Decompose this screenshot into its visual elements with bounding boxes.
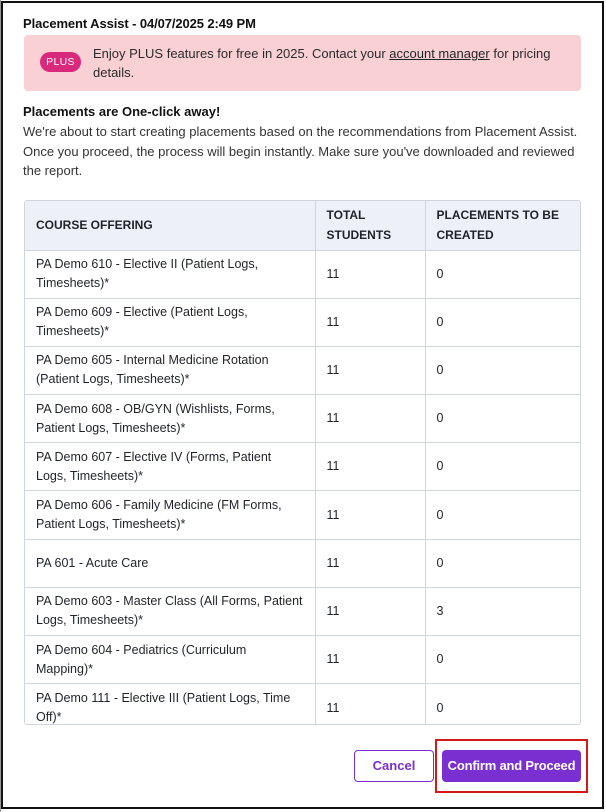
table-row (25, 443, 581, 491)
table-row (25, 539, 581, 587)
placements-cell: 0 (425, 250, 581, 298)
total-students-cell: 11 (315, 250, 425, 298)
table-row (25, 250, 581, 298)
dialog-title: Placement Assist - 04/07/2025 2:49 PM (23, 16, 256, 31)
placements-cell: 0 (425, 346, 581, 394)
course-cell: PA Demo 603 - Master Class (All Forms, Patient Logs, Timesheets)* (25, 587, 315, 635)
plus-banner (24, 35, 581, 91)
total-students-cell: 11 (315, 539, 425, 587)
total-students-cell: 11 (315, 395, 425, 443)
placements-cell: 3 (425, 587, 581, 635)
table-row (25, 636, 581, 684)
table-row (25, 395, 581, 443)
course-cell: PA Demo 610 - Elective II (Patient Logs, Timesheets)* (25, 250, 315, 298)
confirm-and-proceed-button[interactable]: Confirm and Proceed (442, 750, 581, 782)
section-heading: Placements are One-click away! (23, 104, 221, 119)
cancel-button[interactable]: Cancel (354, 750, 434, 782)
table-row (25, 684, 581, 725)
account-manager-link[interactable]: account manager (389, 46, 490, 61)
header-course-offering: COURSE OFFERING (25, 201, 315, 250)
banner-text-after: for pricing details. (93, 46, 551, 80)
course-cell: PA 601 - Acute Care (25, 539, 315, 587)
total-students-cell: 11 (315, 636, 425, 684)
placements-cell: 0 (425, 684, 581, 725)
course-cell: PA Demo 606 - Family Medicine (FM Forms, Patient Logs, Timesheets)* (25, 491, 315, 539)
header-placements-to-be-created: PLACEMENTS TO BE CREATED (425, 201, 581, 250)
total-students-cell: 11 (315, 684, 425, 725)
description-text: We're about to start creating placements based on the recommendations from Placement Assist. Once you proceed, the process will begin instantly. Make sure you've downloaded and reviewed the report. (23, 124, 578, 178)
total-students-cell: 11 (315, 491, 425, 539)
placements-cell: 0 (425, 298, 581, 346)
plus-badge: PLUS (40, 52, 81, 72)
total-students-cell: 11 (315, 587, 425, 635)
course-cell: PA Demo 609 - Elective (Patient Logs, Timesheets)* (25, 298, 315, 346)
course-cell: PA Demo 608 - OB/GYN (Wishlists, Forms, Patient Logs, Timesheets)* (25, 395, 315, 443)
table-row (25, 298, 581, 346)
course-cell: PA Demo 604 - Pediatrics (Curriculum Mapping)* (25, 636, 315, 684)
placements-cell: 0 (425, 491, 581, 539)
placements-cell: 0 (425, 395, 581, 443)
table-row (25, 491, 581, 539)
table-row (25, 346, 581, 394)
header-total-students: TOTAL STUDENTS (315, 201, 425, 250)
total-students-cell: 11 (315, 443, 425, 491)
placements-cell: 0 (425, 443, 581, 491)
banner-text (93, 44, 563, 82)
table-header-row (25, 201, 581, 250)
course-cell: PA Demo 111 - Elective III (Patient Logs, Time Off)* (36, 691, 291, 725)
course-cell: PA Demo 607 - Elective IV (Forms, Patient Logs, Timesheets)* (25, 443, 315, 491)
table-row (25, 587, 581, 635)
course-cell: PA Demo 605 - Internal Medicine Rotation (Patient Logs, Timesheets)* (25, 346, 315, 394)
total-students-cell: 11 (315, 298, 425, 346)
placements-cell: 0 (425, 636, 581, 684)
placements-table (24, 200, 581, 725)
banner-text-before: Enjoy PLUS features for free in 2025. Contact your (93, 46, 390, 61)
placements-cell: 0 (425, 539, 581, 587)
total-students-cell: 11 (315, 346, 425, 394)
